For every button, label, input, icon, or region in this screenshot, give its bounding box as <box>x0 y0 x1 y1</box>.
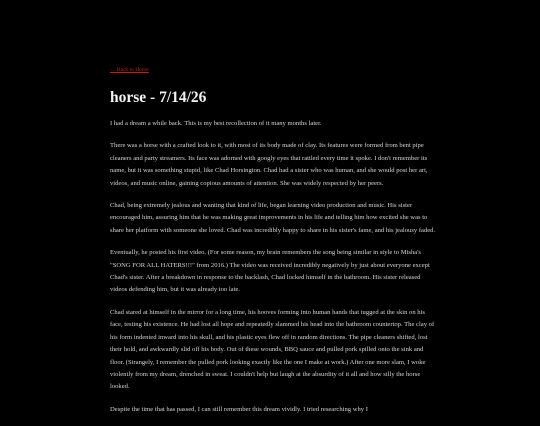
paragraph-1: I had a dream a while back. This is my best recollection of it many months later. <box>110 120 322 127</box>
page-title: horse - 7/14/26 <box>110 89 207 106</box>
paragraph-4: Eventually, he posted his first video. (For some reason, my brain remembers the song being similar in style to Misha's "SONG FOR ALL HATERS!!!" from 2016.) The video was received incredibly negatively by just about everyone except Chad's sister. After a breakdown in response to the backlash, Chad locked himself in the bathroom. His sister released videos defending him, but it was already too late. <box>110 249 430 294</box>
article <box>110 58 436 426</box>
paragraph-3: Chad, being extremely jealous and wanting that kind of life, began learning video production and music. His sister encouraged him, assuring him that he was making great improvements in his life and telling him how excited she was to share her platform with someone she loved. Chad was incredibly happy to share in his sister's fame, and his jealousy faded. <box>110 202 436 234</box>
paragraph-5: Chad stared at himself in the mirror for a long time, his hooves forming into human hands that tugged at the skin on his face, testing his existence. He had lost all hope and repeatedly slammed his head into the bathroom countertop. The clay of his form indented inward into his skull, and his plastic eyes flew off in random directions. The pipe cleaners shifted, lost their hold, and awkwardly slid off his body. Out of these wounds, BBQ sauce and pulled pork spilled onto the sink and floor. (Strangely, I remember the pulled pork looking exactly like the one I make at work.) After one more slam, I woke violently from my dream, drenched in sweat. I couldn't help but laugh at the absurdity of it all and how silly the horse looked. <box>110 308 435 391</box>
back-to-home-link[interactable]: ← Back to Home <box>110 67 149 73</box>
paragraph-2: There was a horse with a crafted look to it, with most of its body made of clay. Its features were formed from bent pipe cleaners and party streamers. Its face was adorned with googly eyes that rattled every time it spoke. I don't remember its name, but it was something stupid, like Chad Horsington. Chad had a sister who was human, and she would post her art, videos, and music online, gaining copious amounts of attention. She was widely respected by her peers. <box>110 142 428 187</box>
paragraph-6: Despite the time that has passed, I can still remember this dream vividly. I tried researching why I <box>110 405 368 413</box>
